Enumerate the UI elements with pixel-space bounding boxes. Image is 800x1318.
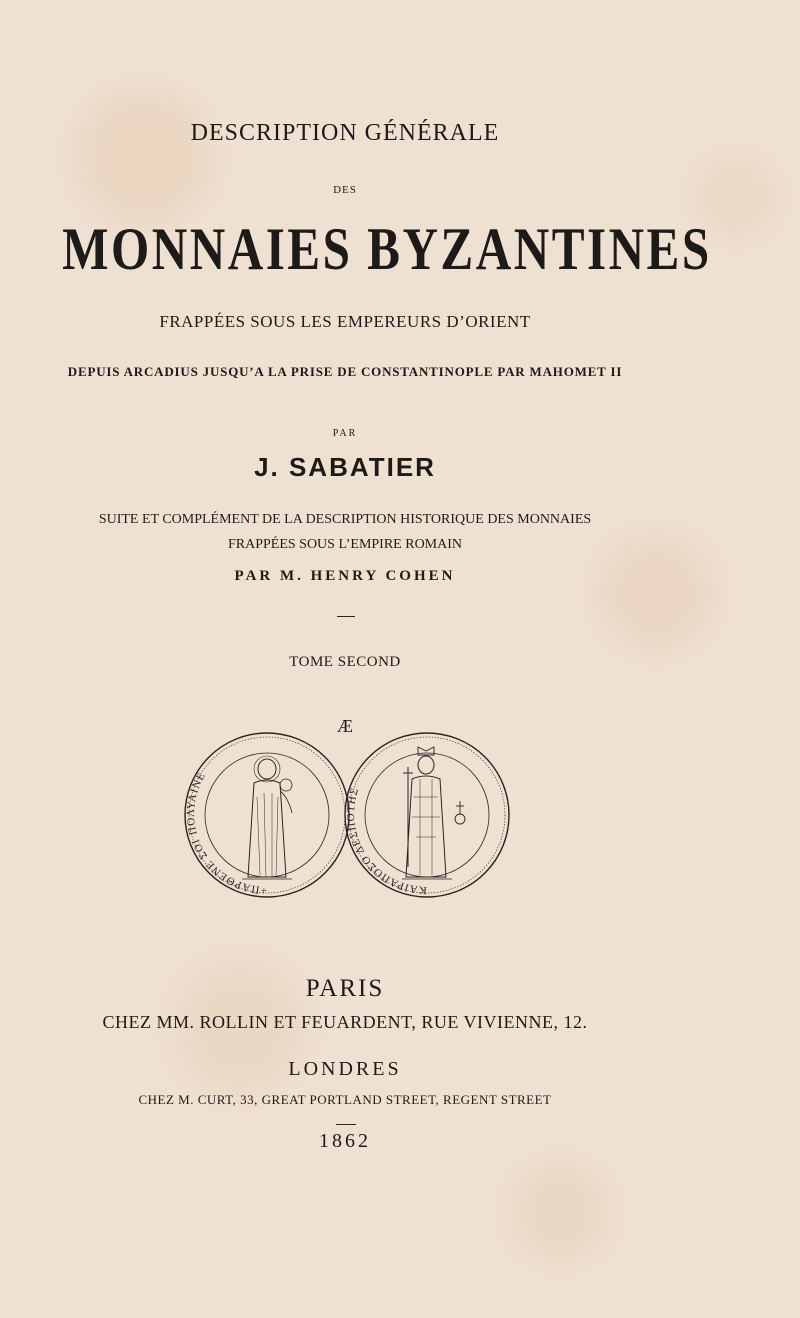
suite-line-1: SUITE ET COMPLÉMENT DE LA DESCRIPTION HISTORIQUE DES MONNAIES bbox=[98, 512, 592, 527]
cohen-line: PAR M. HENRY COHEN bbox=[234, 568, 456, 584]
period-line: DEPUIS ARCADIUS JUSQU’A LA PRISE DE CONSTANTINOPLE PAR MAHOMET II bbox=[67, 364, 623, 379]
imprint-publisher-paris: CHEZ MM. ROLLIN ET FEUARDENT, RUE VIVIENNE, 12. bbox=[102, 1012, 588, 1032]
suite-line-2: FRAPPÉES SOUS L’EMPIRE ROMAIN bbox=[227, 537, 463, 552]
divider-rule bbox=[337, 616, 355, 617]
publication-year: 1862 bbox=[319, 1130, 371, 1152]
metal-mark: Æ bbox=[336, 716, 353, 736]
imprint-city-londres: LONDRES bbox=[288, 1058, 402, 1080]
title-line-1: DESCRIPTION GÉNÉRALE bbox=[190, 120, 500, 146]
subtitle: FRAPPÉES SOUS LES EMPEREURS D’ORIENT bbox=[159, 312, 531, 331]
reverse-coin bbox=[345, 733, 509, 897]
title-des: DES bbox=[333, 184, 357, 196]
imprint-publisher-londres: CHEZ M. CURT, 33, GREAT PORTLAND STREET, REGENT STREET bbox=[138, 1092, 552, 1107]
volume-label: TOME SECOND bbox=[289, 654, 401, 670]
author-name: J. SABATIER bbox=[254, 452, 436, 482]
imprint-city-paris: PARIS bbox=[305, 975, 385, 1002]
par-label: PAR bbox=[332, 428, 358, 439]
main-title: MONNAIES BYZANTINES bbox=[62, 216, 712, 282]
obverse-legend: +ΠΑΡΘΕΝΕ ΣΟΙ ΠΟΛΥΑΙΝΕ bbox=[185, 769, 268, 897]
imprint-rule bbox=[336, 1124, 356, 1125]
obverse-coin bbox=[185, 733, 349, 897]
coin-illustration bbox=[182, 727, 512, 902]
svg-text:ΚΑΙΡΑΠΟΣΟ ΔΕΣΠΟΤΗΣ bbox=[345, 786, 427, 896]
reverse-legend: ΚΑΙΡΑΠΟΣΟ ΔΕΣΠΟΤΗΣ bbox=[344, 786, 428, 897]
